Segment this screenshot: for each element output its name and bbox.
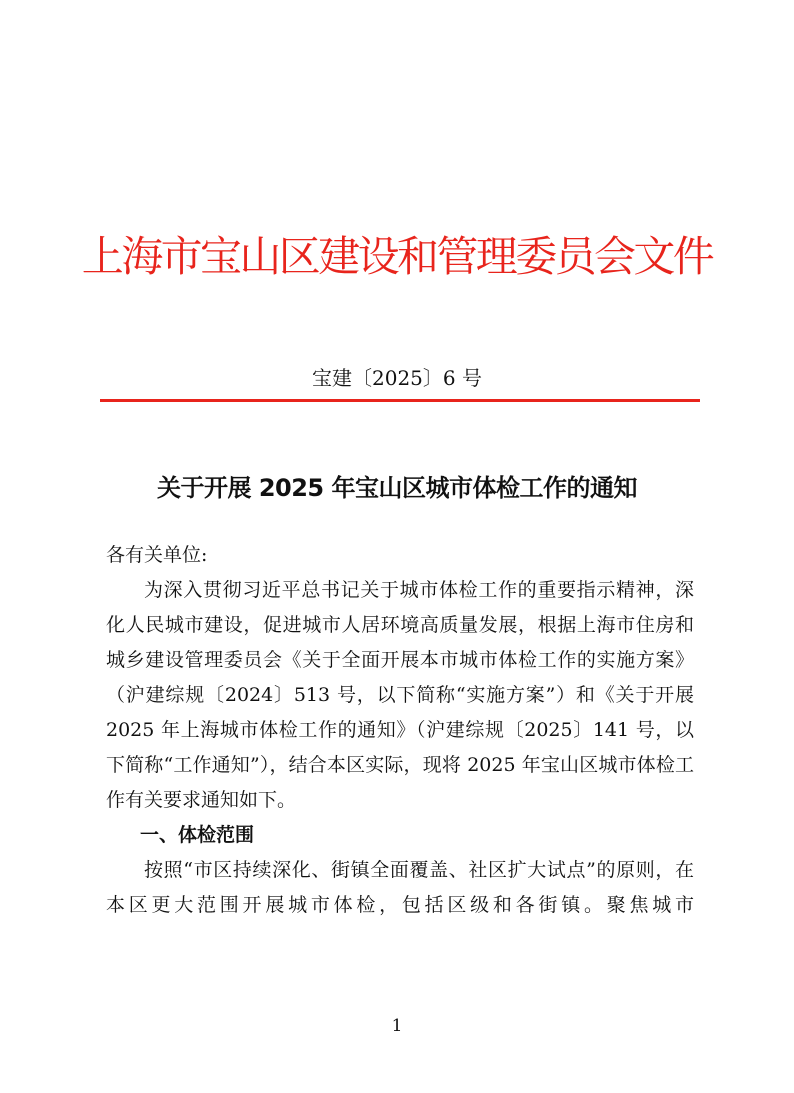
red-divider-line: [100, 399, 700, 402]
section-heading-scope: 一、体检范围: [140, 824, 255, 846]
document-body: [106, 538, 694, 923]
section-paragraph-scope: 按照“市区持续深化、街镇全面覆盖、社区扩大试点”的原则，在本区更大范围开展城市体检，包括区级和各街镇。聚焦城市: [106, 859, 694, 916]
intro-paragraph: 为深入贯彻习近平总书记关于城市体检工作的重要指示精神，深化人民城市建设，促进城市人居环境高质量发展，根据上海市住房和城乡建设管理委员会《关于全面开展本市城市体检工作的实施方案》（沪建综规〔2024〕513 号，以下简称“实施方案”）和《关于开展 2025 年上海城市体检工作的通知》（沪建综规〔2025〕141 号，以下简称“工作通知”），结合本区实际，现将 2025 年宝山区城市体检工作有关要求通知如下。: [106, 579, 694, 811]
org-header-title: 上海市宝山区建设和管理委员会文件: [81, 232, 713, 281]
notice-title: 关于开展 2025 年宝山区城市体检工作的通知: [156, 474, 637, 502]
page-number: 1: [391, 1016, 403, 1036]
document-number: 宝建〔2025〕6 号: [312, 366, 482, 390]
salutation: 各有关单位:: [106, 544, 208, 566]
